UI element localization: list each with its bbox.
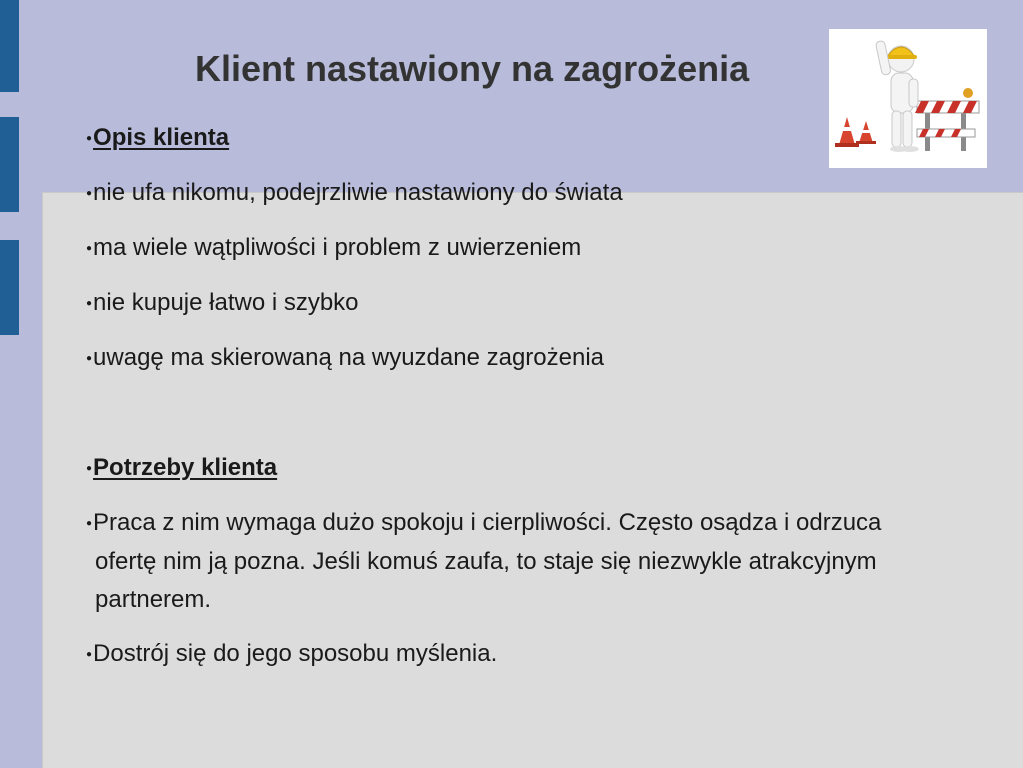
construction-worker-icon	[829, 29, 987, 168]
list-item	[86, 175, 623, 212]
bullet-icon: ●	[86, 463, 93, 474]
bullet-icon: ●	[86, 298, 93, 309]
bullet-icon: ●	[86, 188, 93, 199]
heading-text: Opis klienta	[93, 124, 230, 151]
list-item-text: ma wiele wątpliwości i problem z uwierzeniem	[93, 234, 582, 261]
paragraph	[86, 504, 945, 619]
bullet-icon: ●	[86, 649, 93, 660]
list-item	[86, 230, 581, 267]
section-heading-potrzeby	[86, 450, 277, 487]
bullet-icon: ●	[86, 353, 93, 364]
list-item	[86, 285, 359, 322]
bullet-icon: ●	[86, 243, 93, 254]
bullet-icon: ●	[86, 133, 93, 144]
list-item	[86, 340, 604, 377]
section-heading-opis	[86, 120, 229, 157]
list-item-text: nie kupuje łatwo i szybko	[93, 289, 359, 316]
list-item-text: uwagę ma skierowaną na wyuzdane zagrożenia	[93, 344, 605, 371]
list-item-text: nie ufa nikomu, podejrzliwie nastawiony do świata	[93, 179, 623, 206]
bullet-icon: ●	[86, 518, 93, 529]
side-accent-bar	[0, 117, 19, 212]
heading-text: Potrzeby klienta	[93, 454, 278, 481]
paragraph-text: Praca z nim wymaga dużo spokoju i cierpliwości. Często osądza i odrzuca ofertę nim ją pozna. Jeśli komuś zaufa, to staje się niezwykle atrakcyjnym partnerem.	[93, 509, 882, 613]
side-accent-bar	[0, 0, 19, 92]
list-item-text: Dostrój się do jego sposobu myślenia.	[93, 640, 498, 667]
slide-title: Klient nastawiony na zagrożenia	[195, 48, 750, 89]
list-item	[86, 636, 497, 673]
side-accent-bar	[0, 240, 19, 335]
